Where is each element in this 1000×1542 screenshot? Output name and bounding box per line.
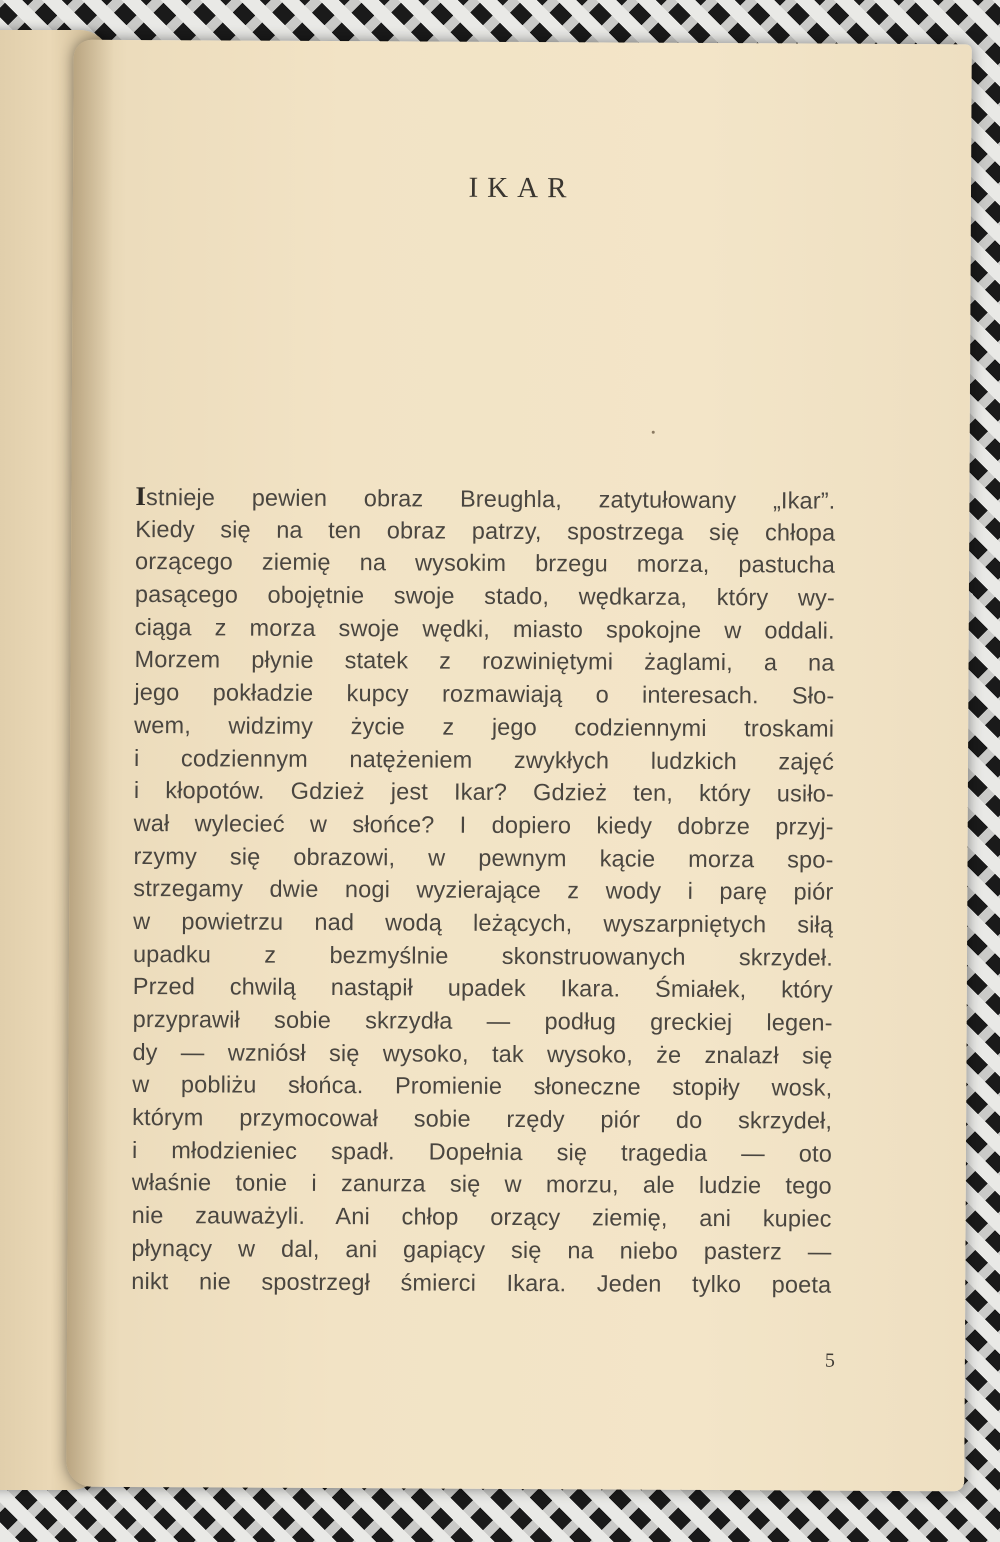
text-line: dy — wzniósł się wysoko, tak wysoko, że znalazł się (132, 1038, 833, 1069)
text-line: i kłopotów. Gdzież jest Ikar? Gdzież ten, który usiło- (133, 777, 834, 807)
text-line: przyprawił sobie skrzydła — podług greckiej legen- (132, 1005, 833, 1036)
page-number: 5 (824, 1349, 835, 1372)
text-line: strzegamy dwie nogi wyzierające z wody i parę piór (133, 875, 834, 905)
text-line: wem, widzimy życie z jego codziennymi troskami (134, 711, 835, 742)
text-line: nikt nie spostrzegł śmierci Ikara. Jeden tylko poeta (131, 1267, 832, 1298)
text-line: Kiedy się na ten obraz patrzy, spostrzega się chłopa (135, 515, 836, 546)
text-line: wał wylecieć w słońce? I dopiero kiedy dobrze przyj- (133, 809, 834, 840)
text-line: i młodzieniec spadł. Dopełnia się tragedia — oto (131, 1136, 833, 1167)
page-gutter-shadow (66, 40, 114, 1487)
first-line-text: stnieje pewien obraz Breughla, zatytułowany „Ikar”. (146, 484, 836, 514)
text-line: orzącego ziemię na wysokim brzegu morza, pastucha (134, 548, 836, 579)
text-line: nie zauważyli. Ani chłop orzący ziemię, ani kupiec (131, 1202, 832, 1232)
text-line: pasącego obojętnie swoje stado, wędkarza, który wy- (134, 581, 835, 611)
book-page (66, 40, 972, 1492)
text-line: w powietrzu nad wodą leżących, wyszarpniętych siłą (133, 907, 834, 938)
text-line: ciąga z morza swoje wędki, miasto spokojne w oddali. (134, 613, 835, 644)
text-line: którym przymocował sobie rzędy piór do skrzydeł, (132, 1104, 833, 1134)
chapter-title: IKAR (468, 171, 576, 205)
text-line: w pobliżu słońca. Promienie słoneczne stopiły wosk, (132, 1071, 833, 1102)
text-line: właśnie tonie i zanurza się w morzu, ale ludzie tego (131, 1169, 832, 1200)
text-line: jego pokładzie kupcy rozmawiają o interesach. Sło- (134, 679, 835, 709)
paper-speck (652, 431, 655, 434)
text-line: upadku z bezmyślnie skonstruowanych skrzydeł. (132, 940, 834, 971)
text-line: i codziennym natężeniem zwykłych ludzkich zajęć (133, 744, 835, 775)
text-line: rzymy się obrazowi, w pewnym kącie morza spo- (133, 842, 834, 873)
body-text (131, 480, 835, 1301)
drop-cap: I (135, 480, 147, 512)
text-line: Morzem płynie statek z rozwiniętymi żaglami, a na (134, 646, 835, 677)
text-line: płynący w dal, ani gapiący się na niebo pasterz — (131, 1234, 832, 1265)
text-line: Przed chwilą nastąpił upadek Ikara. Śmiałek, który (132, 973, 833, 1003)
text-line-1 (135, 480, 835, 516)
